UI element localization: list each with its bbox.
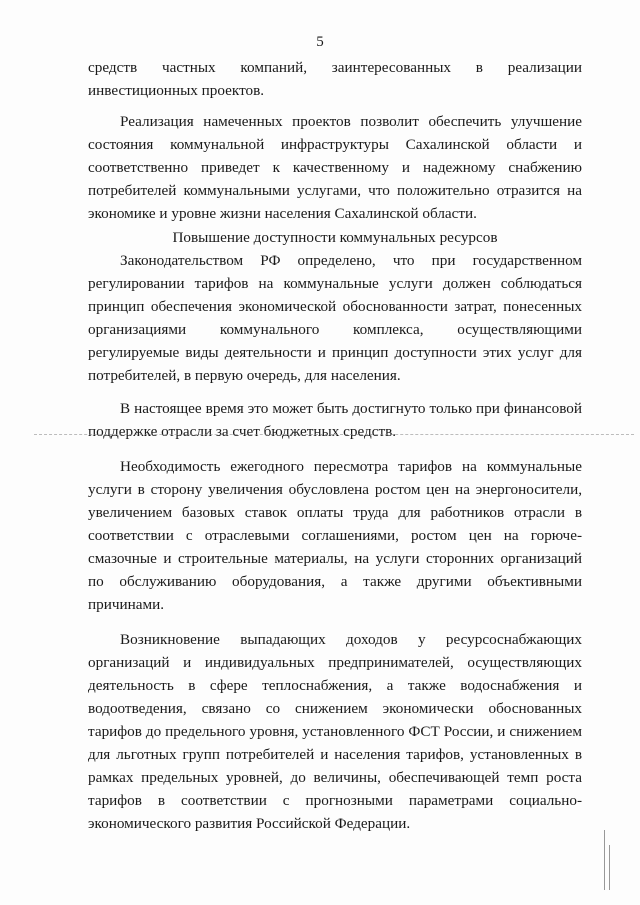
paragraph-lost-revenue: Возникновение выпадающих доходов у ресурсоснабжающих организаций и индивидуальных предпринимателей, осуществляющих деятельность в сфере теплоснабжения, а также водоснабжения и водоотведения, связано со снижением экономически обоснованных тарифов до предельного уровня, установленного ФСТ России, и снижением для льготных групп потребителей и населения тарифов, установленных в рамках предельных уровней, до величины, обеспечивающей темп роста тарифов в соответствии с прогнозными параметрами социально-экономического развития Российской Федерации. <box>88 631 582 832</box>
paragraph-projects-outcome: Реализация намеченных проектов позволит обеспечить улучшение состояния коммунальной инфраструктуры Сахалинской области и соответственно приведет к качественному и надежному снабжению потребителей коммунальными услугами, что положительно отразится на экономике и уровне жизни населения Сахалинской области. <box>88 113 582 222</box>
paragraph-financial-support: В настоящее время это может быть достигнуто только при финансовой поддержке отрасли за счет бюджетных средств. <box>88 400 582 440</box>
paragraph-tariff-revision: Необходимость ежегодного пересмотра тарифов на коммунальные услуги в сторону увеличения обусловлена ростом цен на энергоносители, увеличением базовых ставок оплаты труда для работников отрасли в соответствии с отраслевыми соглашениями, ростом цен на горюче-смазочные и строительные материалы, на услуги сторонних организаций по обслуживанию оборудования, а также другими объективными причинами. <box>88 458 582 613</box>
paragraph-continuation: средств частных компаний, заинтересованных в реализации инвестиционных проектов. <box>88 59 582 99</box>
scan-artifact-margin <box>604 830 605 890</box>
scan-artifact-line <box>34 434 634 436</box>
paragraph-legislation: Законодательством РФ определено, что при государственном регулировании тарифов на коммунальные услуги должен соблюдаться принцип обеспечения экономической обоснованности затрат, понесенных организациями коммунального комплекса, осуществляющими регулируемые виды деятельности и принцип доступности этих услуг для потребителей, в первую очередь, для населения. <box>88 252 582 384</box>
document-body <box>88 56 582 835</box>
page-number: 5 <box>316 34 324 50</box>
scan-artifact-margin <box>609 845 610 890</box>
section-heading: Повышение доступности коммунальных ресурсов <box>172 229 498 246</box>
